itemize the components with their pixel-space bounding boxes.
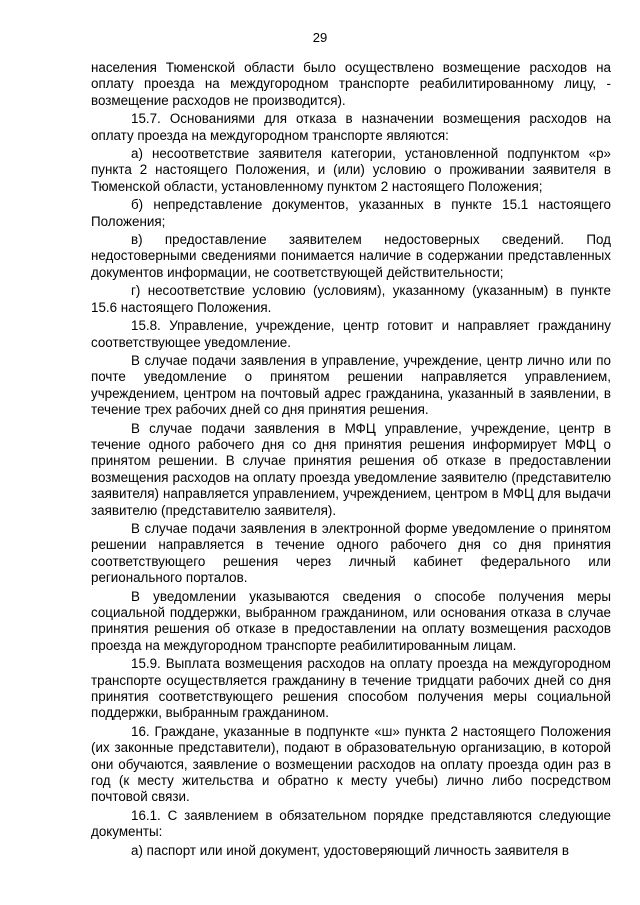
paragraph: в) предоставление заявителем недостоверных сведений. Под недостоверными сведениями понимается наличие в содержании представленных документов информации, не соответствующей действительности; [91,232,611,280]
paragraph: 16.1. С заявлением в обязательном порядке представляются следующие документы: [91,807,611,840]
page-number: 29 [312,30,328,45]
paragraph: б) непредставление документов, указанных в пункте 15.1 настоящего Положения; [91,197,611,229]
paragraph: В случае подачи заявления в электронной форме уведомление о принятом решении направляется в течение одного рабочего дня со дня принятия соответствующего решения через личный кабинет федерального или регионального порталов. [91,520,611,586]
paragraph: г) несоответствие условию (условиям), указанному (указанным) в пункте 15.6 настоящего Положения. [91,283,611,315]
paragraph: В случае подачи заявления в управление, учреждение, центр лично или по почте уведомление о принятом решении направляется управлением, учреждением, центром на почтовый адрес гражданина, указанный в заявлении, в течение трех рабочих дней со дня принятия решения. [91,352,611,418]
paragraph: 16. Граждане, указанные в подпункте «ш» пункта 2 настоящего Положения (их законные представители), подают в образовательную организацию, в которой они обучаются, заявление о возмещении расходов на оплату проезда один раз в год (к месту жительства и обратно к месту учебы) лично либо посредством почтовой связи. [91,723,611,805]
paragraph: населения Тюменской области было осуществлено возмещение расходов на оплату проезда на междугородном транспорте реабилитированному лицу, - возмещение расходов не производится). [91,60,611,108]
paragraph: 15.9. Выплата возмещения расходов на оплату проезда на междугородном транспорте осуществляется гражданину в течение тридцати рабочих дней со дня принятия соответствующего решения способом получения меры социальной поддержки, выбранным гражданином. [91,656,611,721]
document-body [91,60,611,861]
paragraph: 15.8. Управление, учреждение, центр готовит и направляет гражданину соответствующее уведомление. [91,318,611,350]
paragraph: 15.7. Основаниями для отказа в назначении возмещения расходов на оплату проезда на междугородном транспорте являются: [91,111,611,143]
paragraph: В уведомлении указываются сведения о способе получения меры социальной поддержки, выбранном гражданином, или основания отказа в случае принятия решения об отказе в предоставлении на оплату возмещения расходов проезда на междугородном транспорте реабилитированным лицам. [91,588,611,653]
paragraph: В случае подачи заявления в МФЦ управление, учреждение, центр в течение одного рабочего дня со дня принятия решения информирует МФЦ о принятом решении. В случае принятия решения об отказе в предоставлении возмещения расходов на оплату проезда уведомление заявителю (представителю заявителя) направляется управлением, учреждением, центром в МФЦ для выдачи заявителю (представителю заявителя). [91,420,611,518]
paragraph: а) несоответствие заявителя категории, установленной подпунктом «р» пункта 2 настоящего Положения, и (или) условию о проживании заявителя в Тюменской области, установленному пунктом 2 настоящего Положения; [91,146,611,194]
paragraph: а) паспорт или иной документ, удостоверяющий личность заявителя в [131,842,569,858]
